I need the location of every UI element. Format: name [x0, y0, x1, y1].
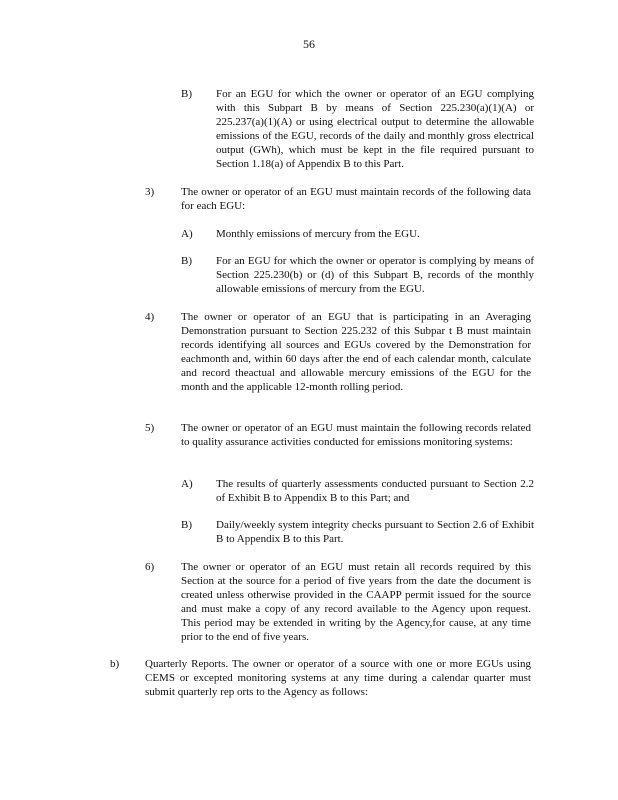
- item-marker: 4): [145, 311, 155, 323]
- item-text: The owner or operator of an EGU must maintain records of the following data for each EGU:: [181, 186, 531, 213]
- item-marker: B): [181, 88, 192, 100]
- item-marker: A): [181, 478, 193, 490]
- item-marker: A): [181, 228, 193, 240]
- item-text: Monthly emissions of mercury from the EGU.: [216, 228, 420, 240]
- item-text: The owner or operator of an EGU must retain all records required by this Section at the source for a period of five years from the date the document is created unless otherwise provided in the CAAPP permit issued for the source and must make a copy of any record available to the Agency upon request. This period may be extended in writing by the Agency,for cause, at any time prior to the end of five years.: [181, 561, 531, 644]
- item-marker: b): [110, 658, 120, 670]
- page-number: 56: [303, 37, 315, 51]
- item-text: The owner or operator of an EGU that is participating in an Averaging Demonstration pursuant to Section 225.232 of this Subpar t B must maintain records identifying all sources and EGUs covered by the Demonstration for eachmonth and, within 60 days after the end of each calendar month, calculate and record theactual and allowable mercury emissions of the EGU for the month and the applicable 12-month rolling period.: [181, 311, 531, 394]
- item-text: Daily/weekly system integrity checks pursuant to Section 2.6 of Exhibit B to Appendix B to this Part.: [216, 519, 534, 546]
- item-text: For an EGU for which the owner or operator of an EGU complying with this Subpart B by means of Section 225.230(a)(1)(A) or 225.237(a)(1)(A) or using electrical output to determine the allowable emissions of the EGU, records of the daily and monthly gross electrical output (GWh), which must be kept in the file required pursuant to Section 1.18(a) of Appendix B to this Part.: [216, 88, 534, 171]
- item-marker: 5): [145, 422, 155, 434]
- item-marker: 3): [145, 186, 155, 198]
- item-text: The results of quarterly assessments conducted pursuant to Section 2.2 of Exhibit B to Appendix B to this Part; and: [216, 478, 534, 505]
- item-text: For an EGU for which the owner or operator is complying by means of Section 225.230(b) or (d) of this Subpart B, records of the monthly allowable emissions of mercury from the EGU.: [216, 255, 534, 296]
- item-marker: B): [181, 255, 192, 267]
- item-marker: B): [181, 519, 192, 531]
- item-text: The owner or operator of an EGU must maintain the following records related to quality assurance activities conducted for emissions monitoring systems:: [181, 422, 531, 449]
- item-text: Quarterly Reports. The owner or operator of a source with one or more EGUs using CEMS or excepted monitoring systems at any time during a calendar quarter must submit quarterly rep orts to the Agency as follows:: [145, 658, 531, 699]
- item-marker: 6): [145, 561, 155, 573]
